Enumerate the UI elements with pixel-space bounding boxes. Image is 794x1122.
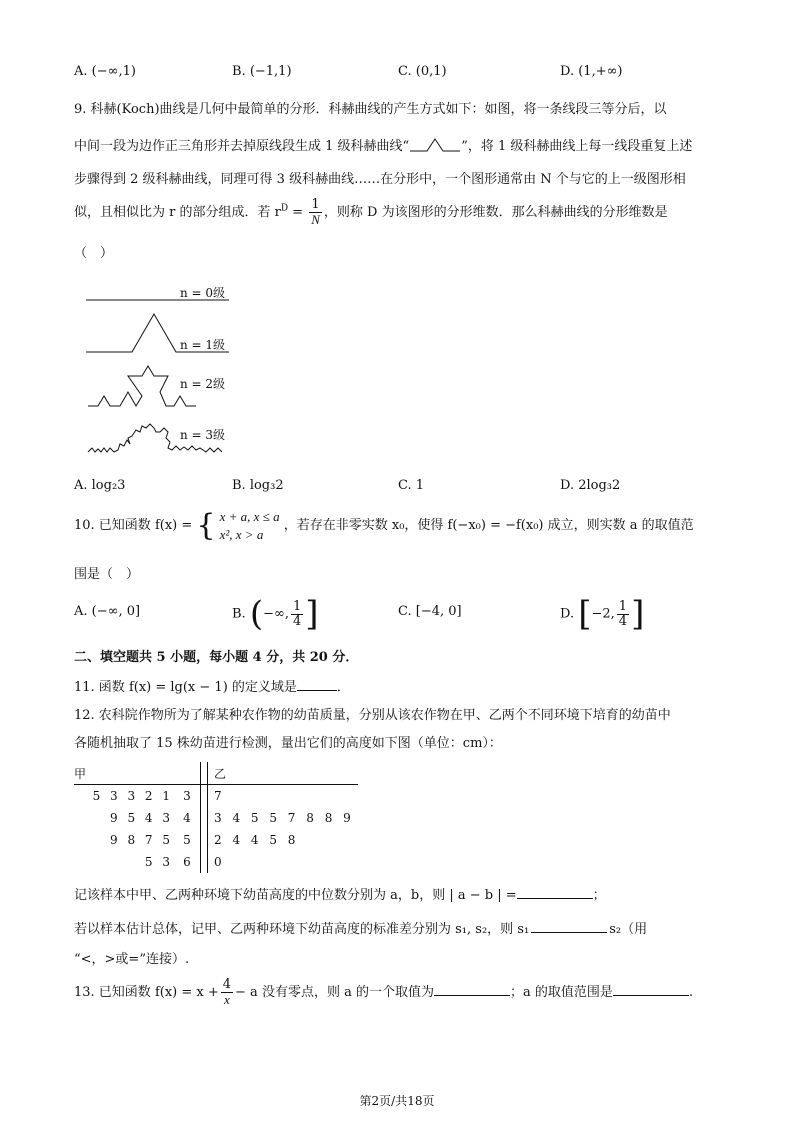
q10-option-b-frac xyxy=(291,600,303,629)
q10-option-c: C. [−4, 0] xyxy=(398,604,462,619)
q10-option-d-frac xyxy=(617,600,629,629)
q10-case1: x + a, x ≤ a xyxy=(219,509,280,524)
q10-option-d xyxy=(560,594,644,634)
stem-leaf-stem: 3 xyxy=(174,785,201,808)
stem-leaf-row xyxy=(74,829,358,851)
q9-line1: 9. 科赫(Koch)曲线是几何中最简单的分形．科赫曲线的产生方式如下：如图，将一条线段三等分后，以 xyxy=(74,102,667,117)
section-2-heading: 二、填空题共 5 小题，每小题 4 分，共 20 分． xyxy=(74,650,359,665)
q10-suffix: ，若存在非零实数 x₀，使得 f(−x₀) = −f(x₀) 成立，则实数 a 的取值范 xyxy=(283,518,694,533)
q10-option-b-bracket-close: ] xyxy=(305,594,319,634)
q13-end: . xyxy=(688,985,693,1000)
q13-fraction-num: 4 xyxy=(222,977,232,992)
q10-option-d-den: 4 xyxy=(618,613,628,629)
q12-line4-b: s₂（用 xyxy=(609,922,648,937)
q8-option-a: A. (−∞,1) xyxy=(74,64,136,79)
stem-leaf-left-leaves: 5 3 3 2 1 xyxy=(92,789,170,803)
stem-leaf-right-leaves: 0 xyxy=(214,855,222,869)
stem-leaf-stem: 4 xyxy=(174,807,201,829)
q10-option-b-den: 4 xyxy=(292,613,302,629)
q13-mid: − a 没有零点，则 a 的一个取值为 xyxy=(235,985,434,1000)
q13-fraction xyxy=(221,978,233,1007)
q12-line3 xyxy=(74,884,606,906)
koch-curve-figure xyxy=(84,282,234,462)
q12-line2: 各随机抽取了 15 株幼苗进行检测，量出它们的高度如下图（单位：cm）： xyxy=(74,736,502,751)
q9-fraction-den: N xyxy=(311,212,320,227)
q9-paren: （ ） xyxy=(74,246,114,261)
q10-option-b-bracket-open: ( xyxy=(249,594,264,634)
q10-option-d-left: −2, xyxy=(591,606,615,622)
stem-leaf-right-leaves: 3 4 5 5 7 8 8 9 xyxy=(214,811,351,825)
q10-option-d-bracket-open: [ xyxy=(578,594,592,634)
q10-option-b-left: −∞, xyxy=(263,606,289,622)
page-footer: 第2页/共18页 xyxy=(359,1094,435,1108)
stem-leaf-row xyxy=(74,807,358,829)
q12-line5: “<，>或=”连接）. xyxy=(74,952,190,967)
q11-text: 11. 函数 f(x) = lg(x − 1) 的定义域是 xyxy=(74,680,297,695)
stem-leaf-left-leaves: 9 5 4 3 xyxy=(110,811,170,825)
q9-line4-b: ，则称 D 为该图形的分形维数．那么科赫曲线的分形维数是 xyxy=(323,205,668,220)
stem-leaf-stem: 5 xyxy=(174,829,201,851)
koch-label-0: n = 0级 xyxy=(180,286,226,300)
stem-leaf-row xyxy=(74,851,358,873)
stem-leaf-right-leaves: 2 4 4 5 8 xyxy=(214,833,296,847)
q13-value-blank[interactable] xyxy=(434,981,510,996)
q12-line1: 12. 农科院作物所为了解某种农作物的幼苗质量，分别从该农作物在甲、乙两个不同环境下培育的幼苗中 xyxy=(74,708,671,723)
q12-median-blank[interactable] xyxy=(517,884,593,899)
q10-option-d-bracket-close: ] xyxy=(631,594,645,634)
q9-option-b: B. log₃2 xyxy=(232,478,284,493)
q9-line4-a: 似，且相似比为 r 的部分组成．若 r xyxy=(74,205,281,220)
q9-option-d: D. 2log₃2 xyxy=(560,478,621,493)
q11-answer-blank[interactable] xyxy=(297,676,337,691)
q10-case2: x², x > a xyxy=(219,527,264,542)
q8-option-d: D. (1,+∞) xyxy=(560,64,623,79)
stem-leaf-stem: 6 xyxy=(174,851,201,873)
q13 xyxy=(74,978,693,1007)
stem-leaf-right-leaves: 7 xyxy=(214,789,222,803)
q10-cases xyxy=(220,508,280,544)
q11 xyxy=(74,676,350,698)
q9-option-a: A. log₂3 xyxy=(74,478,126,493)
stem-leaf-left-leaves: 5 3 xyxy=(144,855,170,869)
q12-line3-a: 记该样本中甲、乙两种环境下幼苗高度的中位数分别为 a，b，则 | a − b | = xyxy=(74,888,517,903)
q9-fraction-num: 1 xyxy=(309,198,322,213)
q8-option-c: C. (0,1) xyxy=(398,64,447,79)
q11-end: ． xyxy=(336,680,350,695)
koch-label-1: n = 1级 xyxy=(180,338,226,352)
q9-line2 xyxy=(74,135,692,157)
q9-line3: 步骤得到 2 级科赫曲线，同理可得 3 级科赫曲线……在分形中，一个图形通常由 N 个与它的上一级图形相 xyxy=(74,172,686,187)
q13-range-blank[interactable] xyxy=(613,981,689,996)
q10-option-b-num: 1 xyxy=(292,598,302,614)
stem-leaf-header xyxy=(74,762,358,785)
q8-option-b: B. (−1,1) xyxy=(232,64,292,79)
stem-leaf-table xyxy=(74,762,358,873)
q12-stddev-blank[interactable] xyxy=(531,918,607,933)
q9-line2-b: ”，将 1 级科赫曲线上每一线段重复上述 xyxy=(461,139,693,154)
q10-option-b xyxy=(232,594,319,634)
q10-line1 xyxy=(74,508,694,554)
stem-leaf-right-header: 乙 xyxy=(208,762,359,785)
stem-leaf-row xyxy=(74,785,358,808)
q10-line2: 围是（ ） xyxy=(74,567,140,582)
koch-label-2: n = 2级 xyxy=(180,377,226,391)
q10-option-d-label: D. xyxy=(560,606,575,622)
q9-line4 xyxy=(74,198,668,227)
koch-label-3: n = 3级 xyxy=(180,428,226,442)
stem-leaf-left-leaves: 9 8 7 5 xyxy=(110,833,170,847)
koch-level1-inline-icon xyxy=(409,135,461,153)
q10-option-b-label: B. xyxy=(232,606,246,622)
q13-mid2: ；a 的取值范围是 xyxy=(509,985,613,1000)
q12-line4-a: 若以样本估计总体，记甲、乙两种环境下幼苗高度的标准差分别为 s₁, s₂，则 s₁ xyxy=(74,922,530,937)
q9-line2-a: 中间一段为边作正三角形并去掉原线段生成 1 级科赫曲线“ xyxy=(74,139,410,154)
q13-fraction-den: x xyxy=(224,992,230,1007)
q10-brace: { xyxy=(196,508,216,543)
q9-fraction xyxy=(309,198,322,227)
q12-line4 xyxy=(74,918,647,940)
q10-prefix: 10. 已知函数 f(x) = xyxy=(74,518,193,533)
q9-exponent: D xyxy=(280,203,289,214)
q9-option-c: C. 1 xyxy=(398,478,425,493)
q12-line3-b: ； xyxy=(592,888,606,903)
q13-prefix: 13. 已知函数 f(x) = x + xyxy=(74,985,219,1000)
q10-option-a: A. (−∞, 0] xyxy=(74,604,141,619)
q9-equals: = xyxy=(288,205,308,220)
q10-option-d-num: 1 xyxy=(618,598,628,614)
stem-leaf-left-header: 甲 xyxy=(74,762,174,785)
